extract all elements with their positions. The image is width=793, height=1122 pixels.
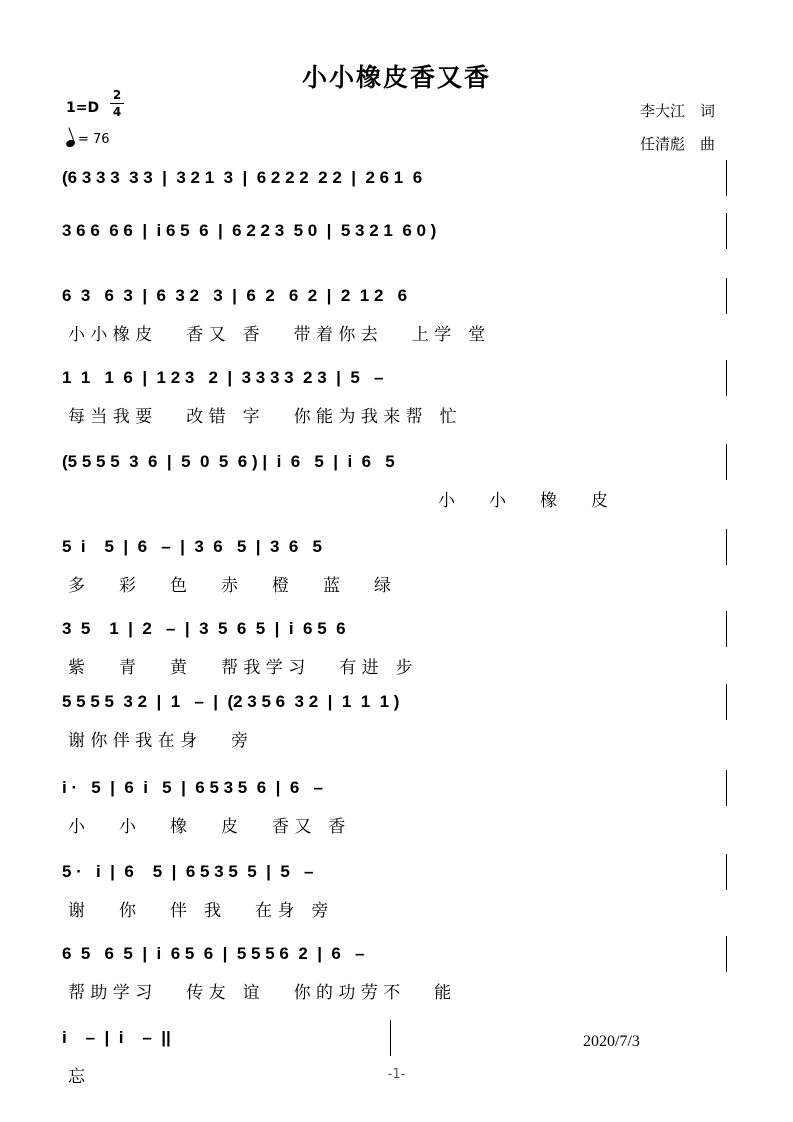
bar-line [726,444,727,480]
lyrics-line: 忘 [68,1067,85,1087]
notation-line: i – | i – || [62,1028,171,1047]
song-title: 小小橡皮香又香 [301,63,491,92]
page-number: -1- [387,1067,406,1082]
lyrics-line: 谢 你 伴 我 在 身 旁 [68,731,249,751]
notation-line: 5 · i | 6 5 | 6 5 3 5 5 | 5 – [62,862,314,881]
notation-line: 6 3 6 3 | 6 3 2 3 | 6 2 6 2 | 2 1 2 6 [62,286,408,305]
notation-line: 3 6 6 6 6 | i 6 5 6 | 6 2 2 3 5 0 | 5 3 2 1 6 0 ) [62,221,437,240]
notation-line: (6 3 3 3 3 3 | 3 2 1 3 | 6 2 2 2 2 2 | 2 6 1 6 [62,168,423,187]
bar-line [726,213,727,249]
bar-line [726,684,727,720]
notation-line: 6 5 6 5 | i 6 5 6 | 5 5 5 6 2 | 6 – [62,944,365,963]
lyrics-line: 小 小 橡 皮 香 又 香 [68,817,346,837]
bar-line [390,1020,391,1056]
notation-line: (5 5 5 5 3 6 | 5 0 5 6 ) | i 6 5 | i 6 5 [62,452,395,471]
lyrics-line: 帮 助 学 习 传 友 谊 你 的 功 劳 不 能 [68,983,452,1003]
tempo-value: = 76 [78,132,110,147]
time-signature-bottom: 4 [112,105,122,119]
time-signature [110,88,124,119]
lyrics-line: 紫 青 黄 帮 我 学 习 有 进 步 [68,658,413,678]
bar-line [726,360,727,396]
lyricist-credit: 李大江 词 [640,102,716,120]
notation-line: 5 5 5 5 3 2 | 1 – | (2 3 5 6 3 2 | 1 1 1 ) [62,692,400,711]
score-date: 2020/7/3 [583,1033,640,1050]
notation-line: 5 i 5 | 6 – | 3 6 5 | 3 6 5 [62,537,322,556]
notation-line: 3 5 1 | 2 – | 3 5 6 5 | i 6 5 6 [62,619,346,638]
lyrics-line: 每 当 我 要 改 错 字 你 能 为 我 来 帮 忙 [68,407,457,427]
notation-line: 1 1 1 6 | 1 2 3 2 | 3 3 3 3 2 3 | 5 – [62,368,384,387]
notation-line: i · 5 | 6 i 5 | 6 5 3 5 6 | 6 – [62,778,323,797]
bar-line [726,936,727,972]
lyrics-line: 小 小 橡 皮 香 又 香 带 着 你 去 上 学 堂 [68,325,486,345]
quarter-note-icon [65,139,76,149]
bar-line [726,278,727,314]
lyrics-line: 多 彩 色 赤 橙 蓝 绿 [68,576,391,596]
bar-line [726,611,727,647]
key-signature: 1=D [66,100,100,116]
bar-line [726,160,727,196]
bar-line [726,854,727,890]
time-signature-top: 2 [112,88,122,102]
lyrics-line: 小 小 橡 皮 [438,491,608,511]
lyrics-line: 谢 你 伴 我 在 身 旁 [68,901,329,921]
bar-line [726,529,727,565]
composer-credit: 任清彪 曲 [640,135,716,153]
bar-line [726,770,727,806]
tempo-marking [66,128,110,147]
